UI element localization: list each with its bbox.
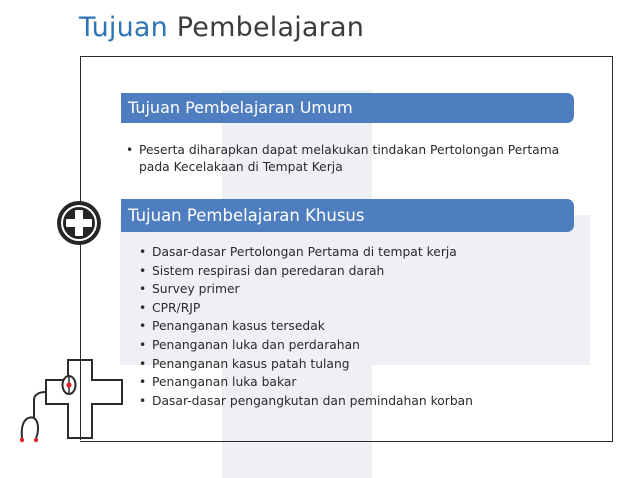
list-item: • Dasar-dasar Pertolongan Pertama di tempat kerja bbox=[139, 243, 599, 262]
list-item: • Penanganan luka bakar bbox=[139, 373, 599, 392]
title-rest: Pembelajaran bbox=[176, 12, 365, 43]
list-item: • Peserta diharapkan dapat melakukan tindakan Pertolongan Pertama pada Kecelakaan di Tempat Kerja bbox=[126, 142, 586, 176]
list-item: • Dasar-dasar pengangkutan dan pemindahan korban bbox=[139, 392, 599, 411]
specific-objective-list bbox=[139, 243, 599, 410]
list-item: • CPR/RJP bbox=[139, 299, 599, 318]
title-accent: Tujuan bbox=[79, 12, 168, 43]
list-item: • Penanganan luka dan perdarahan bbox=[139, 336, 599, 355]
general-objective-list bbox=[126, 142, 586, 176]
frame-left-line-top bbox=[80, 56, 81, 203]
list-item: • Survey primer bbox=[139, 280, 599, 299]
list-item: • Penanganan kasus tersedak bbox=[139, 317, 599, 336]
specific-objective-header: Tujuan Pembelajaran Khusus bbox=[121, 199, 574, 232]
general-objective-header: Tujuan Pembelajaran Umum bbox=[121, 93, 574, 123]
list-item: • Sistem respirasi dan peredaran darah bbox=[139, 262, 599, 281]
stethoscope-cross-icon bbox=[10, 358, 130, 458]
page-title bbox=[79, 12, 364, 43]
list-item: • Penanganan kasus patah tulang bbox=[139, 355, 599, 374]
medical-plus-icon bbox=[57, 201, 101, 245]
